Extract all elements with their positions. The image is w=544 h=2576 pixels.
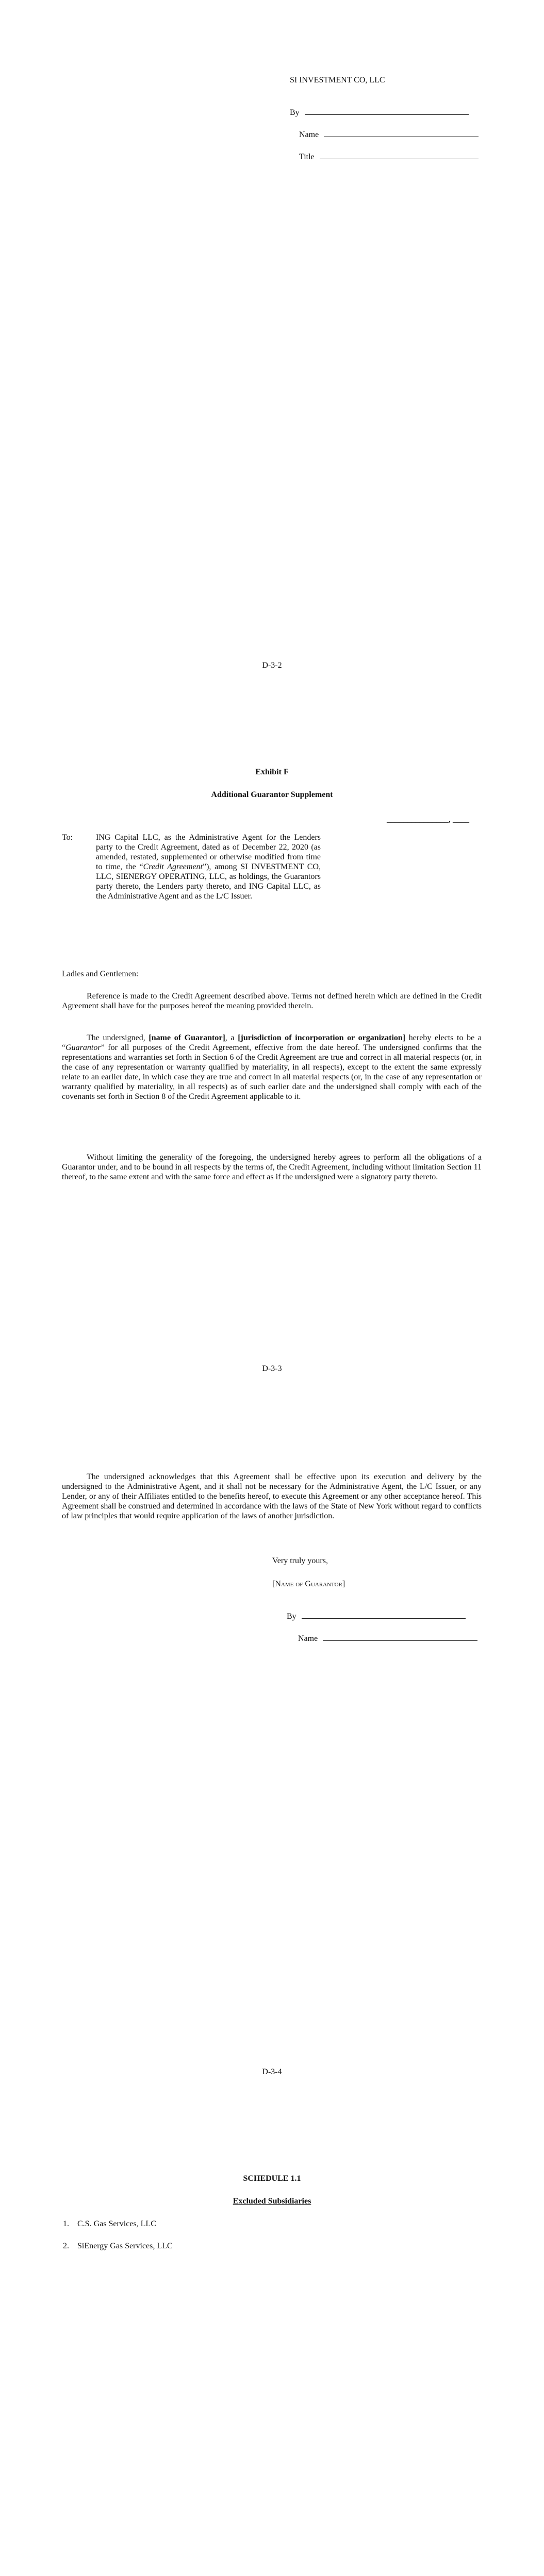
credit-agreement-term: Credit Agreement (143, 862, 203, 871)
page-1 (0, 0, 544, 703)
signature-name-row (298, 1633, 477, 1643)
name-signature-line[interactable] (324, 129, 479, 137)
salutation: Ladies and Gentlemen: (62, 970, 139, 978)
paragraph-obligations: Without limiting the generality of the foregoing, the undersigned hereby agrees to perform all the obligations of a Guarantor under, and to be bound in all respects by the terms of, the Credit Agreement, including without limitation Section 11 thereof, to the same extent and with the same force and effect as if the undersigned were a signatory party thereto. (62, 1153, 482, 1181)
title-signature-line[interactable] (320, 151, 479, 159)
page-3 (0, 1406, 544, 2110)
company-name: SI INVESTMENT CO, LLC (290, 76, 385, 84)
list-item: 1. C.S. Gas Services, LLC (63, 2219, 156, 2228)
page-footer: D-3-3 (262, 1364, 282, 1373)
guarantor-name-placeholder: [Name of Guarantor] (272, 1580, 345, 1588)
signature-by-row (287, 1611, 466, 1621)
by-signature-line[interactable] (305, 107, 469, 115)
page-2 (0, 703, 544, 1406)
signature-name-row (299, 129, 479, 140)
list-item: 2. SiEnergy Gas Services, LLC (63, 2242, 173, 2250)
exhibit-subtitle: Additional Guarantor Supplement (211, 790, 333, 799)
paragraph-reference: Reference is made to the Credit Agreement described above. Terms not defined herein which are defined in the Credit Agreement shall have for the purposes hereof the meaning provided therein. (62, 992, 482, 1010)
guarantor-name-placeholder: [name of Guarantor] (149, 1033, 225, 1042)
paragraph-effectiveness: The undersigned acknowledges that this Agreement shall be effective upon its execution and delivery by the undersigned to the Administrative Agent, and it shall not be necessary for the Administrative Agent, the L/C Issuer, or any Lender, or any of their Affiliates entitled to the benefits hereof, to execute this Agreement or any other acceptance hereof. This Agreement shall be construed and determined in accordance with the laws of the State of New York without regard to conflicts of law principles that would require application of the laws of another jurisdiction. (62, 1472, 482, 1520)
jurisdiction-placeholder: [jurisdiction of incorporation or organization] (238, 1033, 406, 1042)
name-label: Name (298, 1634, 318, 1643)
name-signature-line[interactable] (323, 1633, 477, 1641)
closing: Very truly yours, (272, 1556, 328, 1565)
to-address-block: ING Capital LLC, as the Administrative Agent for the Lenders party to the Credit Agreement, dated as of December 22, 2020 (as amended, restated, supplemented or otherwise modified from time to time, the “Credit Agreement”), among SI INVESTMENT CO, LLC, SIENERGY OPERATING, LLC, as holdings, the Guarantors party thereto, the Lenders party thereto, and ING Capital LLC, as the Administrative Agent and as the L/C Issuer. (96, 833, 321, 901)
by-label: By (287, 1612, 296, 1621)
paragraph-election: The undersigned, [name of Guarantor], a [jurisdiction of incorporation or organization] hereby elects to be a “Guarantor” for all purposes of the Credit Agreement, effective from the date hereof. The undersigned confirms that the representations and warranties set forth in Section 6 of the Credit Agreement are true and correct in all material respects (or, in the case of any representation or warranty qualified by materiality, in all respects), except to the extent the same expressly relate to an earlier date, in which case they are true and correct in all material respects (or, in the case of any representation or warranty qualified by materiality, in all respects) as of such earlier date and the undersigned shall comply with each of the covenants set forth in Section 8 of the Credit Agreement applicable to it. (62, 1033, 482, 1101)
guarantor-term: Guarantor (65, 1043, 101, 1052)
page-footer: D-3-2 (262, 661, 282, 670)
schedule-subtitle: Excluded Subsidiaries (233, 2197, 311, 2206)
date-line: _______________, ____ (387, 815, 469, 824)
by-signature-line[interactable] (302, 1611, 466, 1619)
page-4 (0, 2110, 544, 2576)
by-label: By (290, 108, 300, 117)
to-label: To: (62, 833, 73, 842)
title-label: Title (299, 152, 315, 161)
page-footer: D-3-4 (262, 2067, 282, 2076)
exhibit-title: Exhibit F (255, 768, 289, 776)
signature-by-row (290, 107, 469, 117)
signature-title-row (299, 151, 479, 162)
schedule-title: SCHEDULE 1.1 (243, 2174, 301, 2183)
name-label: Name (299, 130, 319, 139)
